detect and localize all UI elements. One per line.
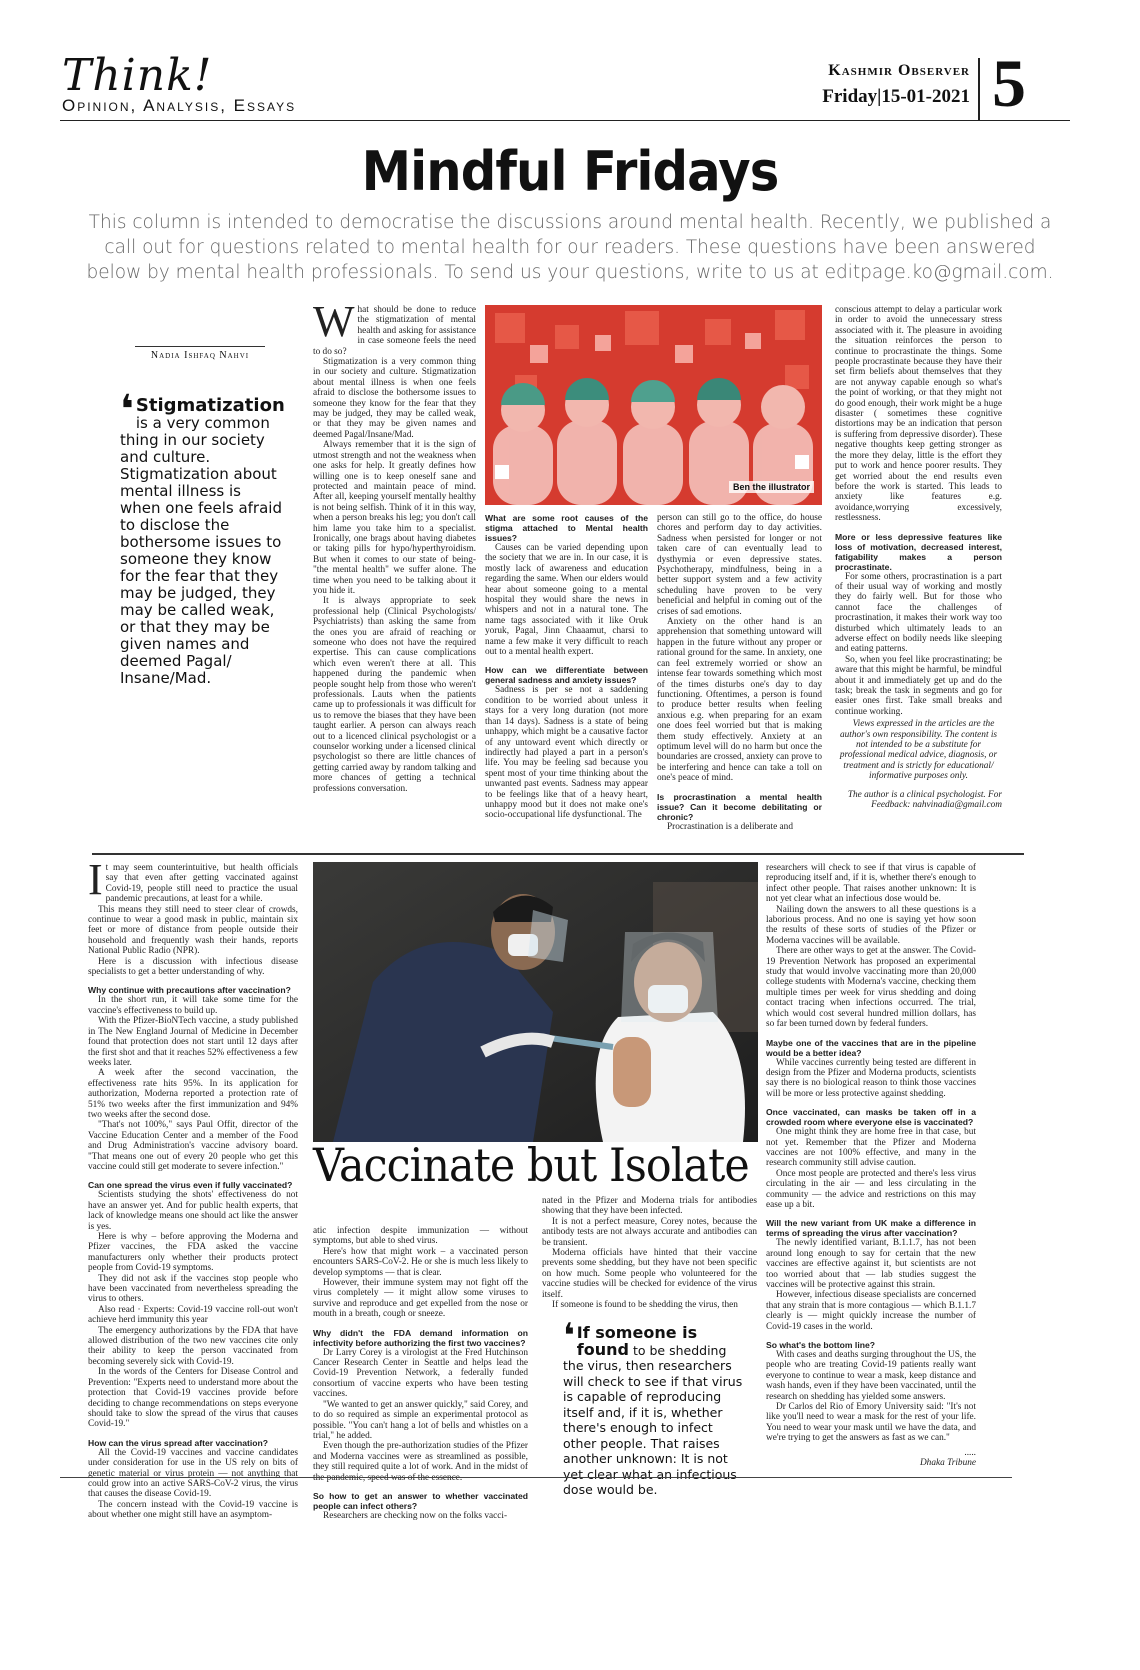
paragraph: hat should be done to reduce the stigmatization of mental health and asking for assistance in case someone feels the need to do so? — [313, 305, 476, 357]
photo-graphic — [313, 862, 758, 1142]
paragraph: In the short run, it will take some time for the vaccine's effectiveness to build up. — [88, 995, 298, 1016]
article-intro: This column is intended to democratise the discussions around mental health. Recently, we published a call out for questions related to mental health for our readers. These questions have been answered below by mental health professionals. To send us your questions, write to us at editpage.ko@gmail.com. — [86, 212, 1054, 283]
paragraph: This means they still need to steer clear of crowds, continue to wear a good mask in public, maintain six feet or more of distance from people outside their household and frequently wash their hands, reports National Public Radio (NPR). — [88, 904, 298, 957]
paragraph: If someone is found to be shedding the virus, then — [552, 1300, 738, 1311]
author-note: The author is a clinical psychologist. For Feedback: nahvinadia@gmail.com — [847, 789, 1002, 811]
paragraph: For some others, procrastination is a part of their usual way of working and mostly they do fairly well. But for those who cannot face the challenges of procrastination, it makes their work way too disturbed which ultimately leads to an adverse effect on bodily needs like sleeping and eating patterns. — [835, 571, 1002, 655]
bottom-rule — [60, 1477, 1012, 1478]
paragraph: Even though the pre-authorization studies of the Pfizer and Moderna vaccines were as streamlined as possible, they still required quite a lot of work. And in the midst of the pandemic, speed was of the essence. — [313, 1441, 528, 1483]
page-number: 5 — [992, 45, 1026, 121]
pullquote-shedding — [563, 1316, 743, 1498]
subheading: Why continue with precautions after vaccination? — [88, 985, 291, 996]
paragraph: In the words of the Centers for Disease Control and Prevention: "Experts need to understand more about the protection that Covid-19 vaccines provide before deciding to change recommendations on steps everyone should take to slow the spread of the virus that causes Covid-19." — [88, 1367, 298, 1430]
paragraph: So, when you feel like procrastinating; be aware that this might be harmful, be mindful about it and immediately get up and do the task; break the task in segments and go for easier ones first. Take small breaks and continue working. — [835, 654, 1002, 717]
paragraph: There are other ways to get at the answer. The Covid-19 Prevention Network has proposed an experimental study that would involve vaccinating more than 20,000 college students with Moderna's vaccine, checking them multiple times per week for virus shedding and doing contact tracing when infections occurred. The trial, which would cost several hundred million dollars, has so far been turned down by federal funders. — [766, 946, 976, 1030]
subheading: So what's the bottom line? — [766, 1340, 875, 1351]
paragraph: nated in the Pfizer and Moderna trials for antibodies showing that they have been infected. — [542, 1196, 757, 1217]
paragraph: The newly identified variant, B.1.1.7, has not been around long enough to say for certain that the new vaccines are effective against it, but scientists are not too worried about that — lab studies suggest the vaccines will be protective against this strain. — [766, 1238, 976, 1290]
paragraph: Once most people are protected and there's less virus circulating in the air — and less circulating in the community — the advice and restrictions on this may ease up a bit. — [766, 1168, 976, 1210]
paragraph: Procrastination is a deliberate and — [667, 821, 793, 832]
paragraph: Dr Larry Corey is a virologist at the Fred Hutchinson Cancer Research Center in Seattle and helps lead the Covid-19 Prevention Network, a federally funded consortium of vaccine experts who have been testing vaccines. — [313, 1347, 528, 1400]
paragraph: One might think they are home free in that case, but not yet. Remember that the Pfizer and Moderna vaccines are not 100% effective, and many in the research community still advise caution. — [766, 1127, 976, 1169]
article-title-mindful: Mindful Fridays — [361, 140, 779, 203]
pullquote-stigma — [120, 387, 285, 687]
paragraph: The concern instead with the Covid-19 vaccine is about whether one might still have an asymptom- — [88, 1499, 298, 1521]
subheading: Maybe one of the vaccines that are in the pipeline would be a better idea? — [766, 1037, 976, 1058]
paragraph: Always remember that it is the sign of utmost strength and not the weakness when one asks for help. It greatly defines how willing one is to keep oneself sane and protected and maintain peace of mind. After all, keeping yourself mentally healthy is not being selfish. Think of it in this way, when a person breaks his leg; you don't call him lame you take him to a specialist. Ironically, one brags about having diabetes or taking pills for hypo/hyperthyroidism. But when it comes to our state of being- "the mental health" we suffer alone. The time when you need to be talking about it you hide it. — [313, 440, 476, 596]
subheading: More or less depressive features like loss of motivation, decreased interest, fatigability makes a person procrastinate. — [835, 531, 1002, 572]
paragraph: It is not a perfect measure, Corey notes, because the antibody tests are not always accurate and antibodies can be transient. — [542, 1216, 757, 1248]
section-subtitle: Opinion, Analysis, Essays — [62, 96, 297, 115]
paragraph: However, infectious disease specialists are concerned that any strain that is more contagious — which B.1.1.7 clearly is — might quickly increase the number of Covid-19 cases in the world. — [766, 1290, 976, 1332]
paragraph: Also read · Experts: Covid-19 vaccine roll-out won't achieve herd immunity this year — [88, 1304, 298, 1326]
paragraph: A week after the second vaccination, the effectiveness rate hits 95%. In its application for authorization, Moderna reported a protection rate of 51% two weeks after the first immunization and 94% two weeks after the second dose. — [88, 1068, 298, 1120]
paragraph: With the Pfizer-BioNTech vaccine, a study published in The New England Journal of Medicine in December found that protection does not start until 12 days after the first shot and that it reaches 52% effectiveness a few weeks later. — [88, 1016, 298, 1068]
dropcap: W — [313, 297, 355, 346]
paragraph: Here is why – before approving the Moderna and Pfizer vaccines, the FDA asked the vaccine manufacturers only whether their products protect people from Covid-19 symptoms. — [88, 1232, 298, 1274]
header-rule — [60, 120, 1070, 121]
paragraph: While vaccines currently being tested are different in design from the Pfizer and Moderna products, scientists say there is no biological reason to think those vaccines will be more or less protective against shedding. — [766, 1057, 976, 1099]
paragraph: The emergency authorizations by the FDA that have allowed distribution of the two new vaccines cite only their ability to keep the person vaccinated from becoming severely sick with Covid-19. — [88, 1325, 298, 1367]
article-title-vaccine: Vaccinate but Isolate — [313, 1138, 749, 1192]
pullquote-text: is a very common thing in our society and culture. Stigmatization about mental illness is when one feels afraid to disclose the bothersome issues to someone they know for the fear that they may be judged, they may be called weak, or that they may be given names and deemed Pagal/ Insane/Mad. — [120, 414, 282, 687]
article-column-1 — [313, 297, 476, 835]
vaccine-column-4 — [766, 863, 976, 1469]
paragraph: They did not ask if the vaccines stop people who have been vaccinated from nevertheless spreading the virus to others. — [88, 1273, 298, 1305]
paragraph: person can still go to the office, do house chores and perform day to day activities. Sadness when persisted for longer or not taken care of can eventually lead to dysthymia or even depressive states. Psychotherapy, mindfulness, being in a better support system and a few activity scheduling have proven to be very beneficial and helpful in coming out of the crises of sad emotions. — [657, 513, 822, 617]
paragraph: researchers will check to see if that virus is capable of reproducing itself and, if it is, whether there's enough to infect other people. That raises another unknown: It is not yet clear what an infectious dose would be. — [766, 863, 976, 905]
paragraph: "That's not 100%," says Paul Offit, director of the Vaccine Education Center and a member of the Food and Drug Administration's vaccine advisory board. "That means one out of every 20 people who get this vaccine could still get moderate to severe infection." — [88, 1120, 298, 1172]
paragraph: It is always appropriate to seek professional help (Clinical Psychologists/ Psychiatrists) than asking the same from the ones you are afraid of reaching or someone who does not have the required expertise. This can cause complications which even weren't there at all. This happened during the pandemic when people sought help from those who weren't professionals. Lauts when the patients came up to professionals it was difficult for us to remove the biases that they have been taught earlier. A person can always reach out to a licenced clinical psychologist or a counselor working under a licensed clinical psychologist so there are little chances of getting carried away by random talking and more chances of getting a technical professions conversation. — [313, 596, 476, 794]
paragraph: Stigmatization is a very common thing in our society and culture. Stigmatization about mental illness is when one feels afraid to disclose the bothersome issues to someone they know for the fear that they may be judged, they may be called weak, or that they may be given names and deemed Pagal/Insane/Mad. — [313, 357, 476, 440]
subheading: Will the new variant from UK make a difference in terms of spreading the virus after vaccination? — [766, 1218, 976, 1239]
subheading: How can we differentiate between general sadness and anxiety issues? — [485, 665, 648, 686]
subheading: Why didn't the FDA demand information on infectivity before authorizing the first two vaccines? — [313, 1327, 528, 1348]
paragraph: Moderna officials have hinted that their vaccine prevents some shedding, but they have not been specific on how much. Some people who volunteered for the vaccine studies will be checked for evidence of the virus itself. — [542, 1248, 757, 1300]
article-column-3 — [657, 513, 822, 843]
source-credit: Dhaka Tribune — [919, 1458, 976, 1469]
subheading: Is procrastination a mental health issue? Can it become debilitating or chronic? — [657, 791, 822, 822]
paragraph: Scientists studying the shots' effectiveness do not have an answer yet. And for public health experts, that lack of knowledge means one should act like the answer is yes. — [88, 1190, 298, 1232]
illustration-credit: Ben the illustrator — [729, 481, 814, 493]
subheading: What are some root causes of the stigma attached to Mental health issues? — [485, 513, 648, 543]
article-column-2 — [485, 513, 648, 843]
paragraph: With cases and deaths surging throughout the US, the people who are treating Covid-19 patients really want everyone to continue to wear a mask, keep distance and wash hands, even if they have been vaccinated, until the research on shedding has yielded some answers. — [766, 1350, 976, 1402]
dateline: Friday|15-01-2021 — [822, 86, 970, 107]
paragraph: "We wanted to get an answer quickly," said Corey, and to do so required as simple an experimental protocol as possible. "You can't hang a lot of bells and whistles on a trial," he added. — [313, 1399, 528, 1441]
paragraph: Anxiety on the other hand is an apprehension that something untoward will happen in the future without any proper or rational ground for the same. In anxiety, one can feel extremely worried or show an intense fear towards something which most of the times disturbs one's day to day functioning. Oftentimes, a person is found to produce better results when feeling anxious e.g. when preparing for an exam one does feel worried but that is making them study effectively. Anxiety at an optimum level will do no harm but once the boundaries are crossed, anxiety can prove to be interfering and hence can take a toll on one's peace of mind. — [657, 617, 822, 784]
paragraph: Sadness is per se not a saddening condition to be worried about unless it stays for a very long duration (not more than 14 days). Sadness is a state of being unhappy, which might be a causative factor of any untoward event which directly or indirectly had played a part in a person's life. You may be feeling sad because you spent most of your time thinking about the unwanted past events. Sadness may appear to be feelings like that of a heavy heart, unhappy mood but it does not make one's socio-occupational life dysfunctional. The — [485, 685, 648, 821]
paragraph: Here's how that might work – a vaccinated person encounters SARS-CoV-2. He or she is much less likely to develop symptoms — that is clear. — [313, 1246, 528, 1278]
paragraph: Dr Carlos del Rio of Emory University said: "It's not like you'll need to wear a mask for the rest of your life. You need to wear your mask until we have the data, and we're trying to get the answers as fast as we can." — [766, 1402, 976, 1444]
paragraph: Nailing down the answers to all these questions is a laborious process. And no one is saying yet how soon the results of these sorts of studies of the Pfizer or Moderna vaccines will be available. — [766, 904, 976, 946]
paragraph: atic infection despite immunization — without symptoms, but able to shed virus. — [313, 1226, 528, 1247]
pullquote-lead: Stigmatization — [135, 395, 285, 416]
paragraph: Here is a discussion with infectious disease specialists to get a better understanding of why. — [88, 956, 298, 978]
paragraph: Researchers are checking now on the folks vacci- — [323, 1510, 508, 1521]
dropcap: I — [88, 855, 103, 904]
vaccine-column-1 — [88, 855, 298, 1521]
vaccine-column-2 — [313, 1226, 528, 1521]
paragraph: t may seem counterintuitive, but health officials say that even after getting vaccinated against Covid-19, people still need to practice the usual pandemic precautions, at least for a while. — [105, 863, 298, 905]
section-title: Think! — [62, 50, 213, 101]
section-divider — [92, 853, 1024, 855]
paragraph: conscious attempt to delay a particular work in order to avoid the unnecessary stress associated with it. The pleasure in avoiding the situation reinforces the person to continue to procrastinate the things. Some people procrastinate because they have their set firm beliefs about themselves that they are not anyway capable enough so what's the point of working, or that they might not do good enough, their work might be a huge disaster ( sometimes these cognitive distortions may be an indication that person is suffering from depressive disorder). These negative thoughts keep getting stronger as the more they delay, little is the effort they put to work and hence poorer results. They get worried about the end results even before the work is started. This leads to anxiety like features e.g. avoidance,worrying excessively, restlessness. — [835, 305, 1002, 524]
vaccination-photo — [313, 862, 758, 1142]
disclaimer: Views expressed in the articles are the author's own responsibility. The content is not intended to be a substitute for professional medical advice, diagnosis, or treatment and is strictly for educational/ informative purposes only. — [839, 719, 998, 782]
subheading: Can one spread the virus even if fully vaccinated? — [88, 1180, 293, 1191]
header-divider — [978, 58, 980, 120]
vaccine-column-3 — [542, 1196, 757, 1326]
paragraph: All the Covid-19 vaccines and vaccine candidates under consideration for use in the US rely on bits of genetic material or virus protein — not anything that could grow into an active SARS-CoV-2 virus, the virus that causes the disease Covid-19. — [88, 1447, 298, 1500]
end-mark: ..... — [964, 1447, 976, 1458]
quote-mark-icon: ❛ — [563, 1316, 575, 1356]
pullquote-text: to be shedding the virus, then researchers will check to see if that virus is capable of reproducing itself and, if it is, whether there's enough to infect other people. That raises another unknown: It is not yet clear what an infectious dose would be. — [563, 1342, 743, 1497]
illustration — [485, 305, 822, 505]
byline: Nadia Ishfaq Nahvi — [135, 346, 265, 361]
subheading: How can the virus spread after vaccination? — [88, 1437, 269, 1448]
article-column-4 — [835, 305, 1002, 845]
subheading: So how to get an answer to whether vaccinated people can infect others? — [313, 1490, 528, 1511]
pullquote-lead: If someone is found — [576, 1323, 698, 1359]
subheading: Once vaccinated, can masks be taken off in a crowded room where everyone else is vaccinated? — [766, 1107, 976, 1128]
paragraph: Causes can be varied depending upon the society that we are in. In our case, it is mostly lack of awareness and education regarding the same. When our elders would hear about someone going to a mental hospital they would share the news in whispers and not in a natural tone. The name tags associated with it like Oruk yoruk, Pagal, Jinn Chaaamut, charsi to name a few make it very difficult to reach out to a mental health expert. — [485, 543, 648, 658]
masthead: Kashmir Observer — [828, 62, 970, 79]
illustration-graphic — [485, 305, 822, 505]
quote-mark-icon: ❛ — [120, 387, 134, 433]
paragraph: However, their immune system may not fight off the virus completely — it might allow some viruses to survive and reproduce and get expelled from the nose or mouth in a breath, cough or sneeze. — [313, 1278, 528, 1320]
